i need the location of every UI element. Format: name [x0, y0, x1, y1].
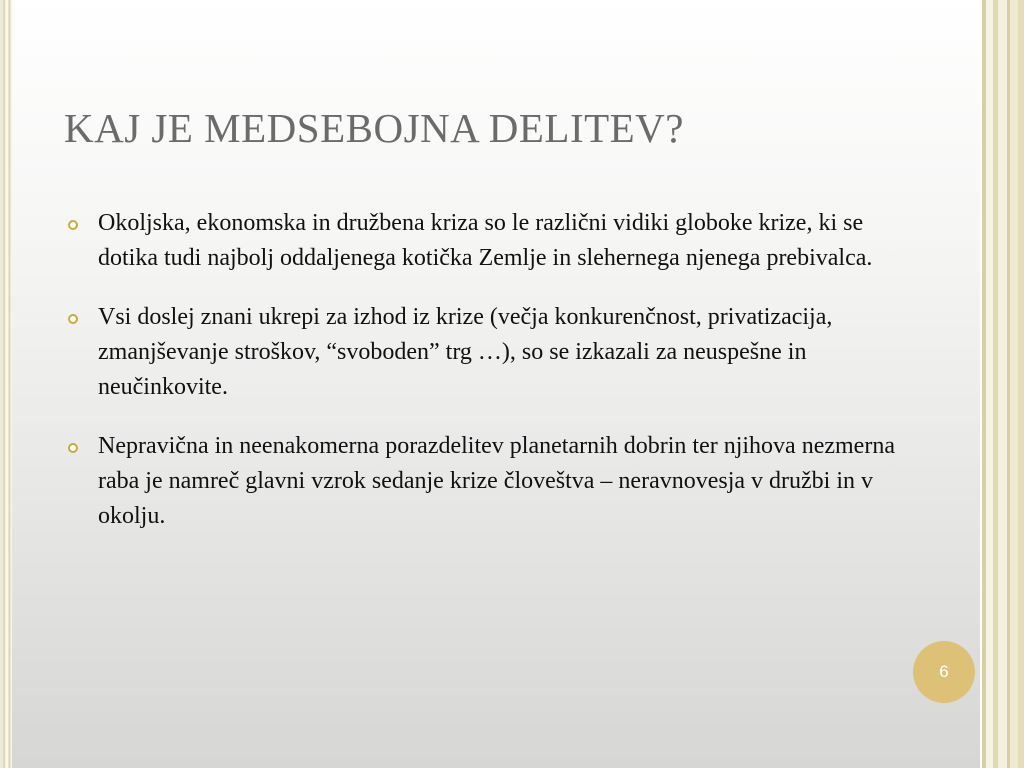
- bullet-circle-icon: [68, 220, 78, 230]
- bullet-circle-icon: [68, 314, 78, 324]
- page-number: 6: [939, 662, 949, 681]
- page-number-badge: [913, 641, 975, 703]
- bullet-text: Vsi doslej znani ukrepi za izhod iz krize (večja konkurenčnost, privatizacija, zmanjševanje stroškov, “svoboden” trg …), so se izkazali za neuspešne in neučinkovite.: [98, 304, 833, 400]
- bullet-text: Okoljska, ekonomska in družbena kriza so le različni vidiki globoke krize, ki se dotika tudi najbolj oddaljenega kotička Zemlje in slehernega njenega prebivalca.: [98, 210, 873, 271]
- bullet-item: [68, 206, 898, 276]
- bullet-item: [68, 300, 898, 405]
- slide-title: KAJ JE MEDSEBOJNA DELITEV?: [64, 105, 684, 151]
- bullet-circle-icon: [68, 443, 78, 453]
- bullet-list: [68, 206, 898, 558]
- bullet-item: [68, 429, 898, 534]
- left-border-decoration: [0, 0, 12, 768]
- right-stripe-decoration: [980, 0, 1024, 768]
- bullet-text: Nepravična in neenakomerna porazdelitev planetarnih dobrin ter njihova nezmerna raba je namreč glavni vzrok sedanje krize človeštva – neravnovesja v družbi in v okolju.: [98, 433, 895, 529]
